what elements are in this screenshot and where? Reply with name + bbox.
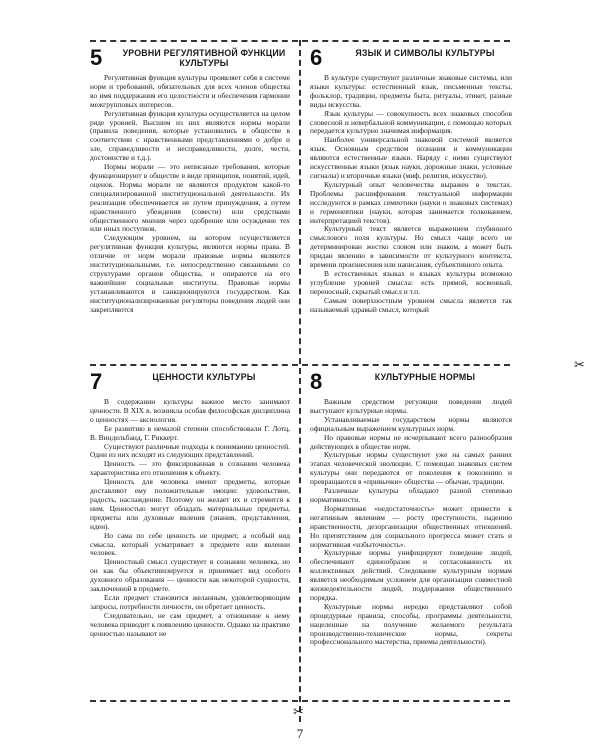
paragraph: Регулятивная функция культуры осуществляется на целом ряде уровней. Высшим из них являются нормы морали (правила поведения, которые установились в обществе в соответствии с нравственными представлениями о добре и зле, справедливости и несправедливости, долге, чести, достоинстве и т.д.). — [90, 108, 290, 163]
card-number: 5 — [90, 46, 103, 70]
paragraph: Устанавливаемые государством нормы являются официальным выражением культурных норм. — [310, 414, 512, 433]
paragraph: В содержании культуры важное место занимают ценности. В XIX в. возникла особая философская дисциплина о ценностях — аксиология. — [90, 397, 290, 424]
paragraph: Если предмет становится желанным, удовлетворяющим запросы, потребности личности, он обретает ценность. — [90, 592, 290, 611]
card-title: КУЛЬТУРНЫЕ НОРМЫ — [374, 372, 476, 382]
paragraph: Культурные нормы унифицируют поведение людей, обеспечивают единообразие и согласованность их коллективных действий. Следование культурным нормам является необходимым условием для организации совместной жизнедеятельности людей, поддержания общественного порядка. — [310, 548, 512, 602]
page-number: 7 — [296, 726, 304, 741]
card-text — [304, 398, 516, 647]
paragraph: Ее развитию в немалой степени способствовали Г. Лотц, В. Виндельбанд, Г. Риккерт. — [90, 423, 290, 442]
paragraph: Нормы морали — это неписаные требования, которые функционируют в обществе в виде принципов, понятий, идей, оценок. Нормы морали не являются продуктом какой-то специализированной институциональной деятельности. Их реализация обеспечивается не путем принуждения, а путем нравственного убеждения (совести) или средствами общественного мнения через одобрение или осуждение тех или иных поступков. — [90, 162, 290, 234]
paragraph: Ценность — это фиксированная в сознании человека характеристика его отношения к объекту. — [90, 459, 290, 478]
paragraph: Существуют различные подходы к пониманию ценностей. Одни из них исходят из следующих представлений. — [90, 441, 290, 460]
paragraph: Но правовые нормы не исчерпывают всего разнообразия действующих в обществе норм. — [310, 432, 512, 451]
paragraph: Но сама по себе ценность не предмет, а особый вид смысла, который усматривает в предмете или явлении человек. — [90, 530, 290, 558]
paragraph: Следовательно, не сам предмет, а отношение к нему человека приводит к появлению ценности. Однако на практике ценностью называют не — [90, 610, 290, 638]
paragraph: В культуре существуют различные знаковые системы, или языки культуры: естественный язык, письменные тексты, фольклор, традиции, предметы быта, ритуалы, этикет, разные виды искусства. — [310, 73, 512, 109]
paragraph: Регулятивная функция культуры проявляет себя в системе норм и требований, обязательных для всех членов общества во имя поддержания его целостности и обеспечения гармонии межгрупповых интересов. — [90, 73, 290, 109]
paragraph: Следующим уровнем, на котором осуществляется регулятивная функция культуры, являются нормы права. В отличие от норм морали правовые нормы являются институциональными, т.е. непосредственно связанными со структурами органов общества, и опираются на его важнейшие социальные институты. Правовые нормы устанавливаются и санкционируются государством. Как институционализированные регуляторы поведения людей они закрепляются — [90, 233, 290, 314]
paragraph: В естественных языках и языках культуры возможно углубление уровней смысла: есть прямой, косвенный, переносный, скрытый смысл и т.п. — [310, 268, 512, 296]
paragraph: Различные культуры обладают разной степенью нормативности. — [310, 486, 512, 504]
scissors-icon: ✂ — [293, 704, 304, 719]
paragraph: Культурный текст является выражением глубинного смыслового поля культуры. Но смысл чаще всего не детерминирован жестко словом или знаком, а может быть придан явлению в зависимости от культурного контекста, времени произнесения или написания, субъективного опыта. — [310, 224, 512, 270]
card-8 — [304, 370, 516, 694]
card-text — [84, 398, 294, 638]
paragraph: Культурный опыт человечества выражен в текстах. Проблемы расшифрования текстуальной информации исследуются в рамках семиотики (науки о знаковых системах) и герменевтики (науки, которая занимается толкованием, интерпретацией текстов). — [310, 179, 512, 225]
card-title: ЯЗЫК И СИМВОЛЫ КУЛЬТУРЫ — [355, 48, 495, 58]
card-7 — [84, 370, 294, 694]
cut-line-vertical — [299, 40, 301, 722]
card-text — [84, 74, 294, 314]
card-title: ЦЕННОСТИ КУЛЬТУРЫ — [152, 372, 256, 382]
paragraph: Нормативная «недостаточность» может привести к негативным явлениям — росту преступности, падению нравственности, дезорганизации общественных отношений. Но препятствием для социального прогресса может стать и нормативная «избыточность». — [310, 503, 512, 549]
paragraph: Ценность для человека имеют предметы, которые доставляют ему положительные эмоции: удовольствие, радость, наслаждение. Поэтому он желает их и стремится к ним. Ценностью могут обладать материальные предметы, предметы или духовные явления (знания, представления, идеи). — [90, 477, 290, 531]
paragraph: Самым поверхностным уровнем смысла является так называемый здравый смысл, который — [310, 295, 512, 314]
scissors-icon: ✂ — [574, 357, 585, 372]
card-number: 7 — [90, 370, 103, 394]
paragraph: Наиболее универсальной знаковой системой является язык. Основным средством познания и коммуникации являются естественные языки. Наряду с ними существуют искусственные языки (язык науки, дорожные знаки, условные сигналы) и вторичные языки (миф, религия, искусство). — [310, 135, 512, 180]
paragraph: Ценностный смысл существует в сознании человека, но он как бы объективизируется и принимает вид особого духовного образования — ценности как некоторой сущности, заключенной в предмете. — [90, 557, 290, 594]
card-5 — [84, 46, 294, 358]
card-number: 8 — [310, 370, 323, 394]
paragraph: Язык культуры — совокупность всех знаковых способов словесной и невербальной коммуникации, с помощью которых передается культурно значимая информация. — [310, 108, 512, 136]
card-number: 6 — [310, 46, 323, 70]
card-text — [304, 74, 516, 314]
card-title: УРОВНИ РЕГУЛЯТИВНОЙ ФУНКЦИИ КУЛЬТУРЫ — [122, 48, 286, 68]
paragraph: Важным средством регуляции поведения людей выступают культурные нормы. — [310, 397, 512, 415]
card-6 — [304, 46, 516, 358]
paragraph: Культурные нормы существуют уже на самых ранних этапах человеческой эволюции. С помощью знаковых систем культуры они передаются от поколения к поколению и превращаются в «привычки» общества — обычаи, традиции. — [310, 450, 512, 487]
paragraph: Культурные нормы нередко представляют собой процедурные правила, способы, программы деятельности, нацеленные на получение желаемого результата производственно-технические нормы, секреты профессионального мастерства, приемы деятельности). — [310, 601, 512, 647]
